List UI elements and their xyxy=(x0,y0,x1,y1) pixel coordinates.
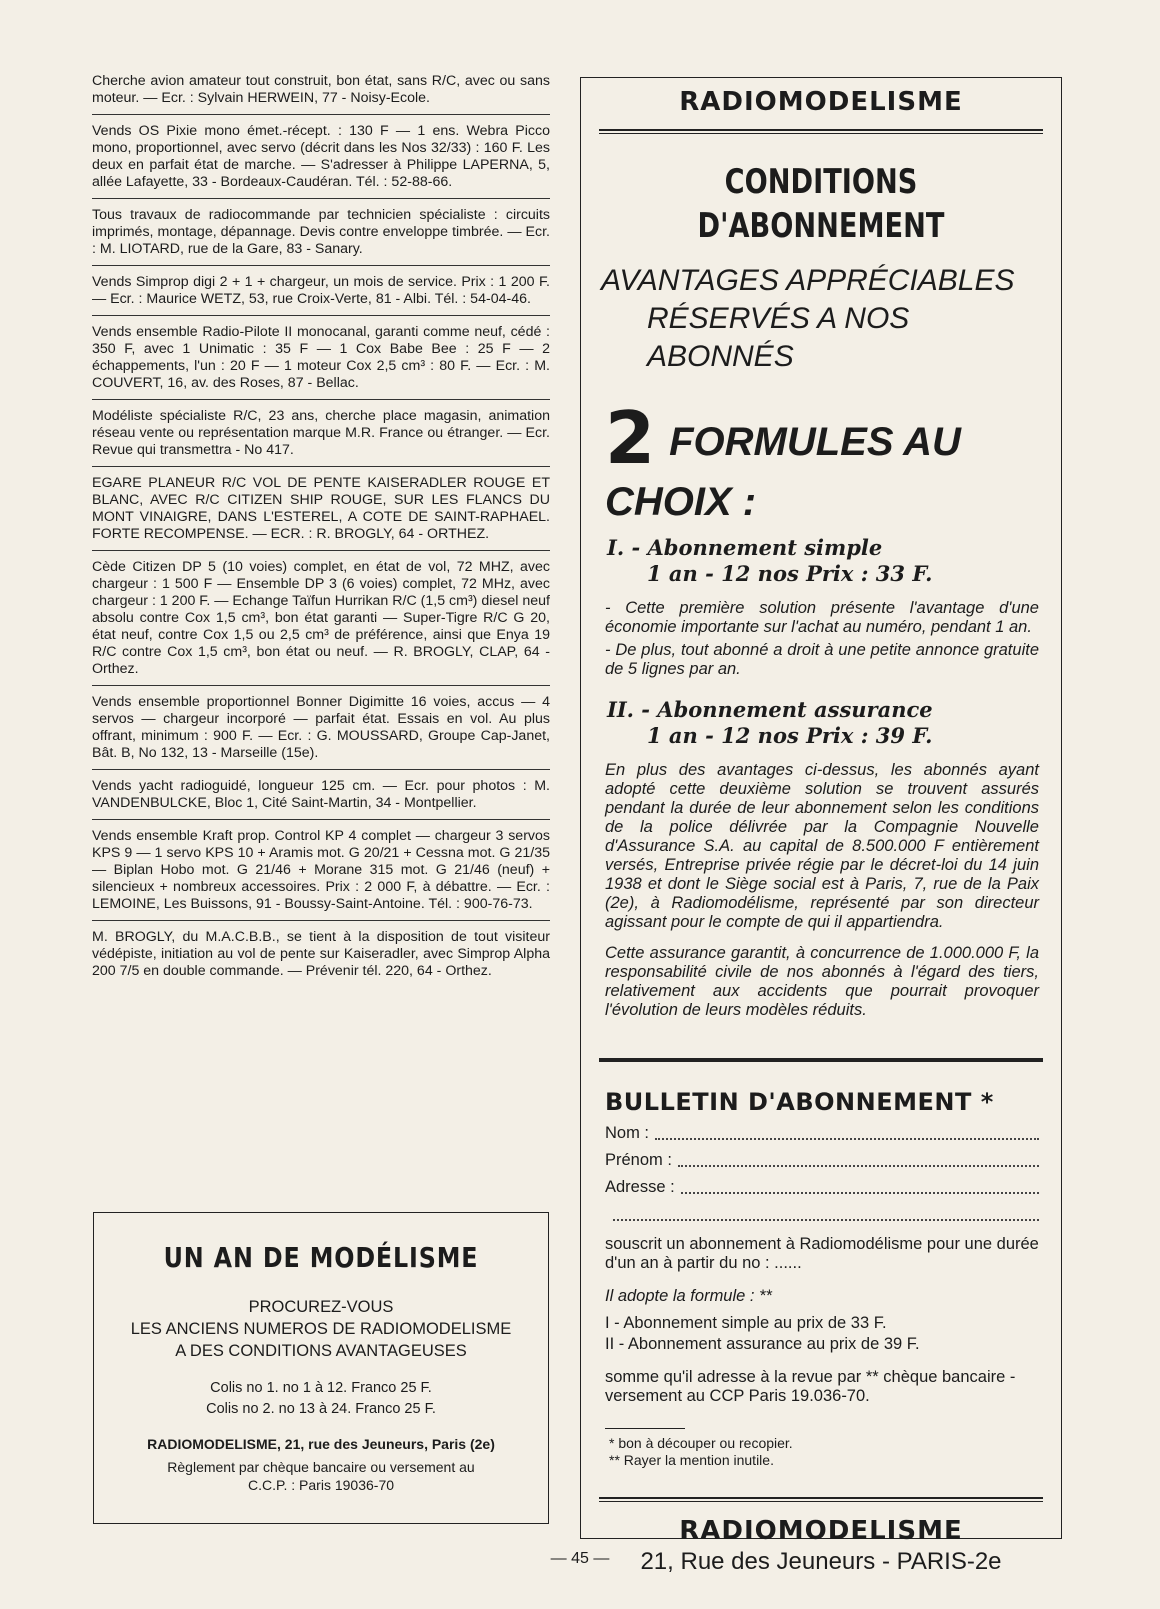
adresse-dots xyxy=(681,1178,1039,1194)
prenom-dots xyxy=(678,1151,1039,1167)
ad-7: EGARE PLANEUR R/C VOL DE PENTE KAISERADLER ROUGE ET BLANC, AVEC R/C CITIZEN SHIP ROUGE, SUR LES FLANCS DU MONT VINAIGRE, DANS L'ESTEREL, A COTE DE SAINT-RAPHAEL. FORTE RECOMPENSE. — ECR. : R. BROGLY, 64 - ORTHEZ. xyxy=(92,475,550,551)
nom-field[interactable] xyxy=(605,1124,1039,1143)
colis-list xyxy=(94,1378,548,1420)
ad-5: Vends ensemble Radio-Pilote II monocanal, garanti comme neuf, cédé : 350 F, avec 1 Unimatic : 35 F — 1 Cox Babe Bee : 25 F — 2 échappements, l'un : 20 F — 1 moteur Cox 2,5 cm³ : 80 F. — Ecr. : M. COUVERT, 16, av. des Roses, 87 - Bellac. xyxy=(92,324,550,400)
box-address: RADIOMODELISME, 21, rue des Jeuneurs, Paris (2e) xyxy=(147,1436,495,1452)
note-divider xyxy=(605,1428,685,1429)
nom-dots xyxy=(655,1124,1039,1140)
box-reglement-1: Règlement par chèque bancaire ou versement au xyxy=(167,1459,475,1475)
ad-3: Tous travaux de radiocommande par technicien spécialiste : circuits imprimés, montage, dépannage. Devis contre enveloppe timbrée. — Ecr. : M. LIOTARD, rue de la Gare, 83 - Sanary. xyxy=(92,207,550,266)
prenom-label: Prénom : xyxy=(605,1151,672,1169)
formules-text: FORMULES AU CHOIX : xyxy=(605,420,961,524)
conditions-line2: D'ABONNEMENT xyxy=(697,206,945,246)
formula-1-title: I. - Abonnement simple xyxy=(607,535,883,560)
ad-11: Vends ensemble Kraft prop. Control KP 4 complet — chargeur 3 servos KPS 9 — 1 servo KPS 10 + Aramis mot. G 20/21 + Cessna mot. G 21/35 — Biplan Hobo mot. G 21/46 + Morane 315 mot. G 21/46 (neuf) + silencieux + nombreux accessoires. Prix : 2 000 F, à débattre. — Ecr. : LEMOINE, Les Buissons, 91 - Boussy-Saint-Antoine. Tél. : 900-76-73. xyxy=(92,828,550,921)
note-1: * bon à découper ou recopier. xyxy=(609,1435,793,1451)
adresse-field-2[interactable] xyxy=(605,1205,1039,1221)
formula-1-text-2: - De plus, tout abonné a droit à une petite annonce gratuite de 5 lignes par an. xyxy=(605,641,1039,678)
formules-heading xyxy=(605,396,1061,525)
colis-2: Colis no 2. no 13 à 24. Franco 25 F. xyxy=(206,1401,436,1417)
ad-1: Cherche avion amateur tout construit, bon état, sans R/C, avec ou sans moteur. — Ecr. : Sylvain HERWEIN, 77 - Noisy-Ecole. xyxy=(92,73,550,115)
conditions-line1: CONDITIONS xyxy=(724,162,918,202)
nom-label: Nom : xyxy=(605,1124,650,1142)
box-reglement-2: C.C.P. : Paris 19036-70 xyxy=(247,1477,395,1493)
avantages-line1: AVANTAGES APPRÉCIABLES xyxy=(601,264,1015,297)
back-issues-box xyxy=(93,1212,549,1524)
formula-2-price: 1 an - 12 nos Prix : 39 F. xyxy=(647,723,933,748)
formula-1-heading xyxy=(607,535,1061,587)
formula-2-text-2: Cette assurance garantit, à concurrence de 1.000.000 F, la responsabilité civile de nos abonnés à l'égard des tiers, relativement aux accidents que pourrait provoquer l'évolution de leurs modèles réduits. xyxy=(605,944,1039,1019)
avantages-line2: RÉSERVÉS A NOS ABONNÉS xyxy=(647,302,910,373)
footer-divider xyxy=(599,1497,1043,1502)
option-1: I - Abonnement simple au prix de 33 F. xyxy=(605,1314,887,1332)
back-issues-title: UN AN DE MODÉLISME xyxy=(163,1241,479,1274)
ad-12: M. BROGLY, du M.A.C.B.B., se tient à la disposition de tout visiteur védépiste, initiation au vol de pente sur Kaiseradler, avec Simprop Alpha 200 7/5 en double commande. — Prévenir tél. 220, 64 - Orthez. xyxy=(92,929,550,979)
footer-title: RADIOMODELISME xyxy=(679,1516,963,1546)
back-issues-line1: PROCUREZ-VOUS xyxy=(248,1298,394,1316)
classified-ads-column xyxy=(92,73,550,995)
ad-6: Modéliste spécialiste R/C, 23 ans, cherche place magasin, animation réseau vente ou représentation marque M.R. France ou étranger. — Ecr. Revue qui transmettra - No 417. xyxy=(92,408,550,467)
divider-thick xyxy=(599,1058,1043,1062)
conditions-heading xyxy=(629,160,1013,248)
adresse-label: Adresse : xyxy=(605,1178,675,1196)
ad-2: Vends OS Pixie mono émet.-récept. : 130 F — 1 ens. Webra Picco mono, proportionnel, avec servo (décrit dans les Nos 32/33) : 160 F. Les deux en parfait état de marche. — S'adresser à Philippe LAPERNA, 5, allée Lafayette, 33 - Bordeaux-Caudéran. Tél. : 52-88-66. xyxy=(92,123,550,199)
adopte-text: Il adopte la formule : ** xyxy=(605,1287,772,1305)
formula-2-title: II. - Abonnement assurance xyxy=(607,697,933,722)
souscrit-text: souscrit un abonnement à Radiomodélisme pour une durée d'un an à partir du no : ...... xyxy=(605,1235,1039,1272)
back-issues-line3: A DES CONDITIONS AVANTAGEUSES xyxy=(175,1342,467,1360)
ad-10: Vends yacht radioguidé, longueur 125 cm. — Ecr. pour photos : M. VANDENBULCKE, Bloc 1, Cité Saint-Martin, 34 - Montpellier. xyxy=(92,778,550,820)
formula-2-heading xyxy=(607,697,1061,749)
back-issues-line2: LES ANCIENS NUMEROS DE RADIOMODELISME xyxy=(130,1320,512,1338)
ad-9: Vends ensemble proportionnel Bonner Digimitte 16 voies, accus — 4 servos — chargeur incorporé — parfait état. Essais en vol. Au plus offrant, minimum : 900 F. — Ecr. : G. MOUSSARD, Groupe Cap-Janet, Bât. B, No 132, 13 - Marseille (15e). xyxy=(92,694,550,770)
page-number: — 45 — xyxy=(550,1550,610,1567)
formula-1-text-1: - Cette première solution présente l'avantage d'une économie importante sur l'achat au numéro, pendant 1 an. xyxy=(605,599,1039,636)
formules-number: 2 xyxy=(605,396,656,480)
somme-text: somme qu'il adresse à la revue par ** chèque bancaire - versement au CCP Paris 19.036-70. xyxy=(605,1368,1016,1405)
adresse-dots-2 xyxy=(613,1205,1039,1221)
formula-1-price: 1 an - 12 nos Prix : 33 F. xyxy=(647,561,933,586)
ad-8: Cède Citizen DP 5 (10 voies) complet, en état de vol, 72 MHZ, avec chargeur : 1 500 F — Ensemble DP 3 (6 voies) complet, 72 MHz, avec chargeur : 1 200 F. — Echange Taïfun Hurrikan R/C (1,5 cm³) diesel neuf absolu contre Cox 1,5 cm³, bon état garanti — Super-Tigre R/C G 20, état neuf, contre Cox 1,5 ou 2,5 cm³ de préférence, ainsi que Enya 19 R/C contre Cox 1,5 cm³, bon état ou neuf. — R. BROGLY, CLAP, 64 - Orthez. xyxy=(92,559,550,686)
bulletin-title: BULLETIN D'ABONNEMENT * xyxy=(605,1088,994,1116)
formula-2-text-1: En plus des avantages ci-dessus, les abonnés ayant adopté cette deuxième solution se trouvent assurés pendant la durée de leur abonnement selon les conditions de la police délivrée par la Compagnie Nouvelle d'Assurance S.A. au capital de 8.500.000 F entièrement versés, Entreprise privée régie par le décret-loi du 14 juin 1938 et dont le Siège social est à Paris, 7, rue de la Paix (2e), à Radiomodélisme, représenté par son directeur agissant pour le compte de qui il appartiendra. xyxy=(605,761,1039,931)
colis-1: Colis no 1. no 1 à 12. Franco 25 F. xyxy=(210,1380,432,1396)
prenom-field[interactable] xyxy=(605,1151,1039,1170)
footer-address: 21, Rue des Jeuneurs - PARIS-2e xyxy=(640,1548,1002,1575)
ad-4: Vends Simprop digi 2 + 1 + chargeur, un mois de service. Prix : 1 200 F. — Ecr. : Maurice WETZ, 53, rue Croix-Verte, 81 - Albi. Tél. : 54-04-46. xyxy=(92,274,550,316)
panel-title: RADIOMODELISME xyxy=(679,87,963,117)
note-2: ** Rayer la mention inutile. xyxy=(609,1452,774,1468)
divider xyxy=(599,129,1043,134)
adresse-field[interactable] xyxy=(605,1178,1039,1197)
option-2: II - Abonnement assurance au prix de 39 F. xyxy=(605,1335,920,1353)
